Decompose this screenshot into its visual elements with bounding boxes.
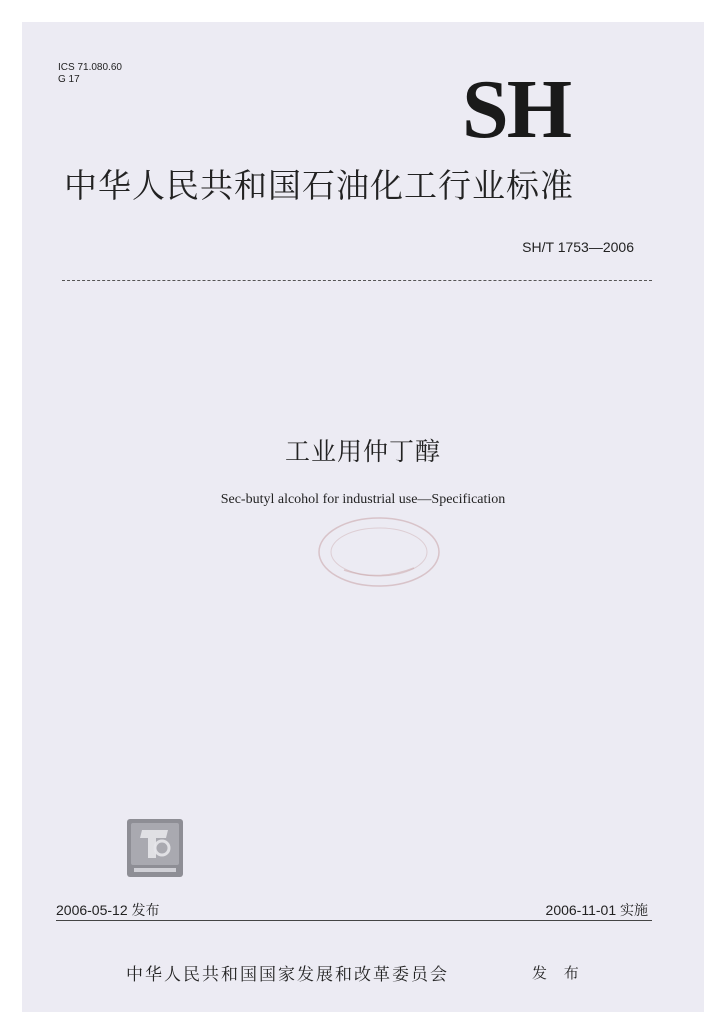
classification-codes (58, 62, 122, 86)
header-divider (62, 280, 652, 281)
standards-press-emblem-icon (126, 818, 184, 878)
issuing-authority: 中华人民共和国国家发展和改革委员会 (126, 965, 449, 985)
faded-stamp-icon (314, 510, 444, 590)
effective-date: 2006-11-01 实施 (545, 902, 648, 918)
class-code: G 17 (58, 74, 80, 85)
standard-number: SH/T 1753—2006 (522, 239, 634, 255)
issue-label: 发 布 (532, 964, 585, 982)
standard-title: 中华人民共和国石油化工行业标准 (64, 166, 574, 205)
sh-logo: SH (462, 63, 571, 156)
footer-divider (56, 920, 652, 921)
standard-cover-page (22, 22, 704, 1012)
publish-date: 2006-05-12 发布 (56, 902, 160, 918)
document-title-cn: 工业用仲丁醇 (284, 437, 441, 466)
document-title-en: Sec-butyl alcohol for industrial use—Specification (220, 492, 506, 507)
ics-code: ICS 71.080.60 (58, 62, 122, 73)
